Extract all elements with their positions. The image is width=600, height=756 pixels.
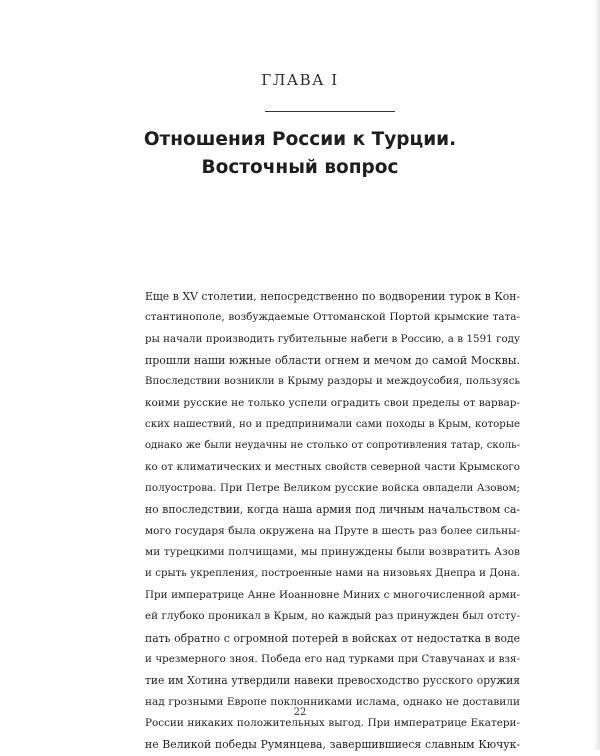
chapter-title-line: Отношения России к Турции.	[143, 129, 457, 150]
text-line: стантинополе, возбуждаемые Оттоманской Портой крымские тата-	[145, 311, 520, 324]
text-line: России никаких положительных выгод. При императрице Екатери-	[145, 716, 520, 729]
text-line: над грозными Европе поклонниками ислама, однако не доставили	[145, 695, 520, 708]
text-line: коими русские не только успели оградить свои пределы от варвар-	[145, 396, 520, 409]
text-line: и чрезмерного зноя. Победа его над турками при Ставучанах и взя-	[145, 652, 520, 665]
chapter-title	[0, 126, 600, 182]
text-line: пать обратно с огромной потерей в войсках от недостатка в воде	[145, 631, 520, 645]
text-line: При императрице Анне Иоанновне Миних с многочисленной арми-	[145, 588, 520, 601]
body-text	[145, 286, 520, 756]
chapter-label: ГЛАВА I	[261, 71, 339, 89]
text-line: ми турецкими полчищами, мы принуждены были возвратить Азов	[145, 546, 520, 559]
text-line: ры начали производить губительные набеги в Россию, а в 1591 году	[145, 332, 520, 345]
text-line: полуострова. При Петре Великом русские войска овладели Азовом;	[145, 482, 520, 495]
text-line: но впоследствии, когда наша армия под личным начальством са-	[145, 503, 520, 517]
text-line: ей глубоко проникал в Крым, но каждый раз принужден был отсту-	[145, 610, 520, 623]
text-line: прошли наши южные области огнем и мечом до самой Москвы.	[145, 354, 520, 368]
text-line: Еще в XV столетии, непосредственно по водворении турок в Кон-	[145, 290, 520, 303]
text-line: не Великой победы Румянцева, завершившиеся славным Кючук-	[145, 738, 520, 752]
text-line: ко от климатических и местных свойств северной части Крымского	[145, 460, 520, 473]
text-line: однако же были неудачны не столько от сопротивления татар, сколь-	[145, 440, 520, 452]
text-line: Впоследствии возникли в Крыму раздоры и междоусобия, пользуясь	[145, 376, 520, 388]
title-divider	[265, 111, 395, 112]
text-line: и срыть укрепления, построенные нами на низовьях Днепра и Дона.	[145, 568, 520, 580]
page-edge-shadow	[594, 0, 600, 750]
chapter-title-line: Восточный вопрос	[201, 157, 399, 178]
text-line: ских нашествий, но и предпринимали сами походы в Крым, которые	[145, 419, 520, 431]
text-line: мого государя была окружена на Пруте в шесть раз более сильны-	[145, 524, 520, 537]
page-number: 22	[293, 707, 307, 718]
text-line: тие им Хотина утвердили навеки превосходство русского оружия	[145, 674, 520, 688]
